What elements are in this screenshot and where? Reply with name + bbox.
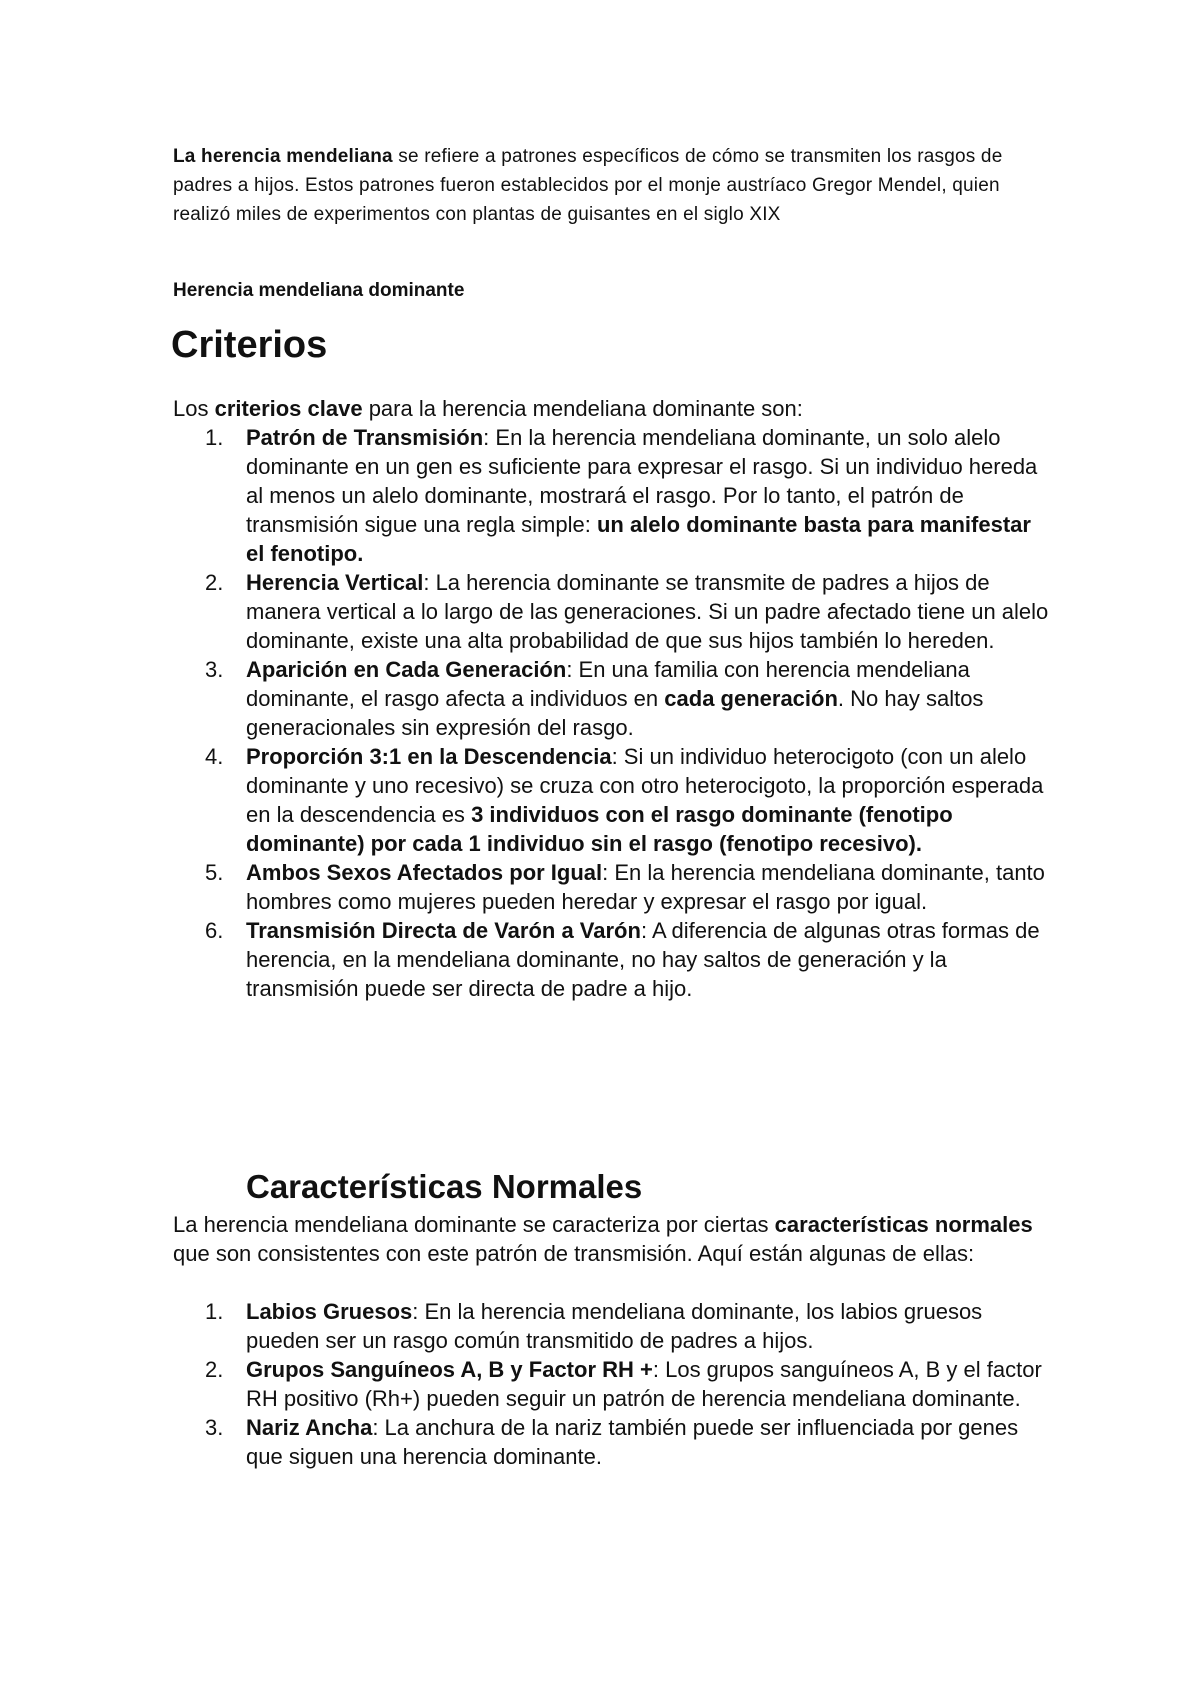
- item-text-end: .: [915, 831, 923, 856]
- intro-paragraph: [173, 142, 1033, 229]
- item-title: Grupos Sanguíneos A, B y Factor RH +: [246, 1357, 653, 1382]
- item-text: : La anchura de la nariz también puede ser influenciada por genes que siguen una herencia dominante.: [246, 1415, 1019, 1469]
- list-number: 5.: [205, 860, 224, 885]
- item-text-end: .: [357, 541, 364, 566]
- item-title: Patrón de Transmisión: [246, 425, 484, 450]
- item-bold-text: cada generación: [664, 686, 838, 711]
- caracteristicas-intro-b: que son consistentes con este patrón de transmisión. Aquí están algunas de ellas:: [173, 1241, 975, 1266]
- list-item: [173, 742, 1053, 858]
- list-number: 4.: [205, 744, 224, 769]
- intro-bold: La herencia mendeliana: [173, 146, 393, 167]
- list-item: [173, 916, 1053, 1003]
- list-number: 2.: [205, 1357, 224, 1382]
- item-text: : A diferencia de algunas otras formas de herencia, en la mendeliana dominante, no hay saltos de generación y la transmisión puede ser directa de padre a hijo.: [246, 918, 1040, 1001]
- item-title: Labios Gruesos: [246, 1299, 413, 1324]
- heading-caracteristicas: Características Normales: [246, 1168, 643, 1205]
- item-text: : Si un individuo heterocigoto (con un alelo dominante y uno recesivo) se cruza con otro heterocigoto, la proporción esperada en la descendencia es: [246, 744, 1044, 827]
- caracteristicas-list: [173, 1297, 1053, 1471]
- criterios-intro: [173, 394, 1053, 423]
- subheading: Herencia mendeliana dominante: [173, 280, 465, 301]
- list-number: 1.: [205, 425, 224, 450]
- list-number: 6.: [205, 918, 224, 943]
- intro-text: se refiere a patrones específicos de cómo se transmiten los rasgos de padres a hijos. Estos patrones fueron establecidos por el monje austríaco Gregor Mendel, quien realizó miles de experimentos con plantas de guisantes en el siglo XIX: [173, 146, 1003, 225]
- list-number: 3.: [205, 657, 224, 682]
- list-item: [173, 1355, 1053, 1413]
- list-item: [173, 1413, 1053, 1471]
- list-number: 1.: [205, 1299, 224, 1324]
- list-item: [173, 568, 1053, 655]
- criterios-intro-a: Los: [173, 396, 215, 421]
- item-title: Transmisión Directa de Varón a Varón: [246, 918, 641, 943]
- item-text: : La herencia dominante se transmite de padres a hijos de manera vertical a lo largo de las generaciones. Si un padre afectado tiene un alelo dominante, existe una alta probabilidad de que sus hijos también lo hereden.: [246, 570, 1049, 653]
- criterios-list: [173, 423, 1053, 1003]
- list-number: 3.: [205, 1415, 224, 1440]
- item-title: Proporción 3:1 en la Descendencia: [246, 744, 612, 769]
- list-item: [173, 858, 1053, 916]
- item-text: : En la herencia mendeliana dominante, un solo alelo dominante en un gen es suficiente para expresar el rasgo. Si un individuo hereda al menos un alelo dominante, mostrará el rasgo. Por lo tanto, el patrón de transmisión sigue una regla simple:: [246, 425, 1038, 537]
- list-item: [173, 423, 1053, 568]
- item-text: : En una familia con herencia mendeliana dominante, el rasgo afecta a individuos en: [246, 657, 970, 711]
- item-bold-text: 3 individuos con el rasgo dominante (fenotipo dominante) por cada 1 individuo sin el rasgo (fenotipo recesivo): [246, 802, 953, 856]
- item-title: Ambos Sexos Afectados por Igual: [246, 860, 603, 885]
- list-item: [173, 1297, 1053, 1355]
- item-text-end: . No hay saltos generacionales sin expresión del rasgo.: [246, 686, 984, 740]
- item-text: : Los grupos sanguíneos A, B y el factor RH positivo (Rh+) pueden seguir un patrón de herencia mendeliana dominante.: [246, 1357, 1042, 1411]
- item-text: : En la herencia mendeliana dominante, tanto hombres como mujeres pueden heredar y expresar el rasgo por igual.: [246, 860, 1045, 914]
- caracteristicas-intro-a: La herencia mendeliana dominante se caracteriza por ciertas: [173, 1212, 775, 1237]
- caracteristicas-intro: [173, 1210, 1033, 1268]
- list-number: 2.: [205, 570, 224, 595]
- item-bold-text: un alelo dominante basta para manifestar el fenotipo: [246, 512, 1031, 566]
- item-text: : En la herencia mendeliana dominante, los labios gruesos pueden ser un rasgo común transmitido de padres a hijos.: [246, 1299, 983, 1353]
- criterios-intro-bold: criterios clave: [214, 396, 363, 421]
- item-title: Aparición en Cada Generación: [246, 657, 567, 682]
- caracteristicas-intro-bold: características normales: [774, 1212, 1033, 1237]
- item-title: Herencia Vertical: [246, 570, 424, 595]
- criterios-intro-b: para la herencia mendeliana dominante son:: [362, 396, 803, 421]
- heading-criterios: Criterios: [171, 324, 328, 366]
- item-title: Nariz Ancha: [246, 1415, 373, 1440]
- list-item: [173, 655, 1053, 742]
